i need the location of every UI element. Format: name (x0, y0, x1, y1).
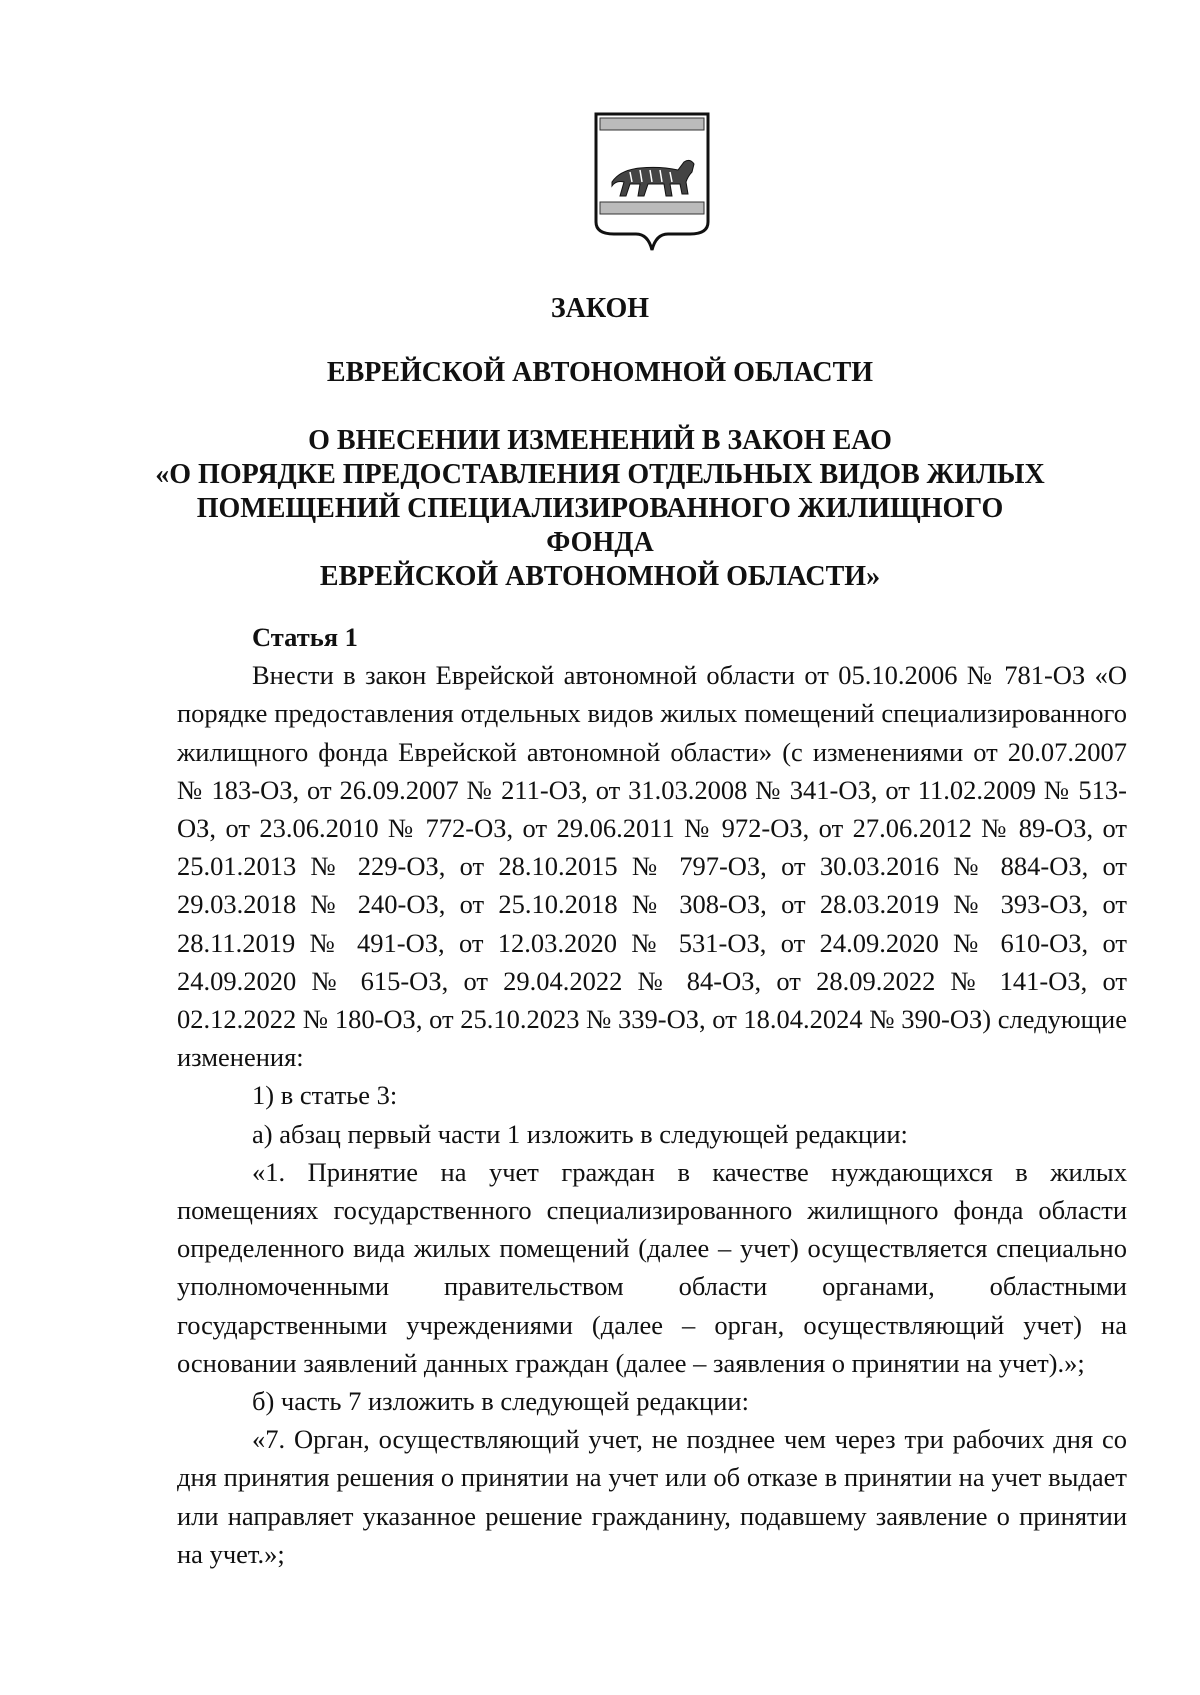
law-subject-line: О ВНЕСЕНИИ ИЗМЕНЕНИЙ В ЗАКОН ЕАО (308, 425, 892, 456)
law-subject-line: «О ПОРЯДКЕ ПРЕДОСТАВЛЕНИЯ ОТДЕЛЬНЫХ ВИДОВ ЖИЛЫХ (155, 459, 1045, 490)
quoted-text-part-1: «1. Принятие на учет граждан в качестве нуждающихся в жилых помещениях государственного специализированного жилищного фонда области определенного вида жилых помещений (далее – учет) осуществляется специально уполномоченными правительством области органами, областными государственными учреждениями (далее – орган, осуществляющий учет) на основании заявлений данных граждан (далее – заявления о принятии на учет).»; (177, 1156, 1127, 1378)
law-subject (150, 424, 1050, 594)
law-subject-line: ПОМЕЩЕНИЙ СПЕЦИАЛИЗИРОВАННОГО ЖИЛИЩНОГО ФОНДА (196, 493, 1004, 558)
quoted-text-part-7: «7. Орган, осуществляющий учет, не позднее чем через три рабочих дня со дня принятия решения о принятии на учет или об отказе в принятии на учет выдает или направляет указанное решение гражданину, подавшему заявление о принятии на учет.»; (177, 1424, 1127, 1569)
amendment-subitem-b: б) часть 7 изложить в следующей редакции: (252, 1386, 749, 1417)
article-heading: Статья 1 (252, 622, 358, 652)
article-intro-paragraph: Внести в закон Еврейской автономной области от 05.10.2006 № 781-ОЗ «О порядке предоставления отдельных видов жилых помещений специализированного жилищного фонда Еврейской автономной области» (с изменениями от 20.07.2007 № 183-ОЗ, от 26.09.2007 № 211-ОЗ, от 31.03.2008 № 341-ОЗ, от 11.02.2009 № 513-ОЗ, от 23.06.2010 № 772-ОЗ, от 29.06.2011 № 972-ОЗ, от 27.06.2012 № 89-ОЗ, от 25.01.2013 № 229-ОЗ, от 28.10.2015 № 797-ОЗ, от 30.03.2016 № 884-ОЗ, от 29.03.2018 № 240-ОЗ, от 25.10.2018 № 308-ОЗ, от 28.03.2019 № 393-ОЗ, от 28.11.2019 № 491-ОЗ, от 12.03.2020 № 531-ОЗ, от 24.09.2020 № 610-ОЗ, от 24.09.2020 № 615-ОЗ, от 29.04.2022 № 84-ОЗ, от 28.09.2022 № 141-ОЗ, от 02.12.2022 № 180-ОЗ, от 25.10.2023 № 339-ОЗ, от 18.04.2024 № 390-ОЗ) следующие изменения: (177, 660, 1127, 1073)
document-title: ЗАКОН (550, 293, 650, 324)
amendment-subitem-a: а) абзац первый части 1 изложить в следующей редакции: (252, 1118, 908, 1149)
law-subject-line: ЕВРЕЙСКОЙ АВТОНОМНОЙ ОБЛАСТИ» (319, 561, 881, 592)
article-body (177, 618, 1127, 1573)
coat-of-arms-emblem (590, 110, 714, 258)
region-title: ЕВРЕЙСКОЙ АВТОНОМНОЙ ОБЛАСТИ (326, 357, 874, 388)
amendment-item-1: 1) в статье 3: (252, 1080, 398, 1111)
